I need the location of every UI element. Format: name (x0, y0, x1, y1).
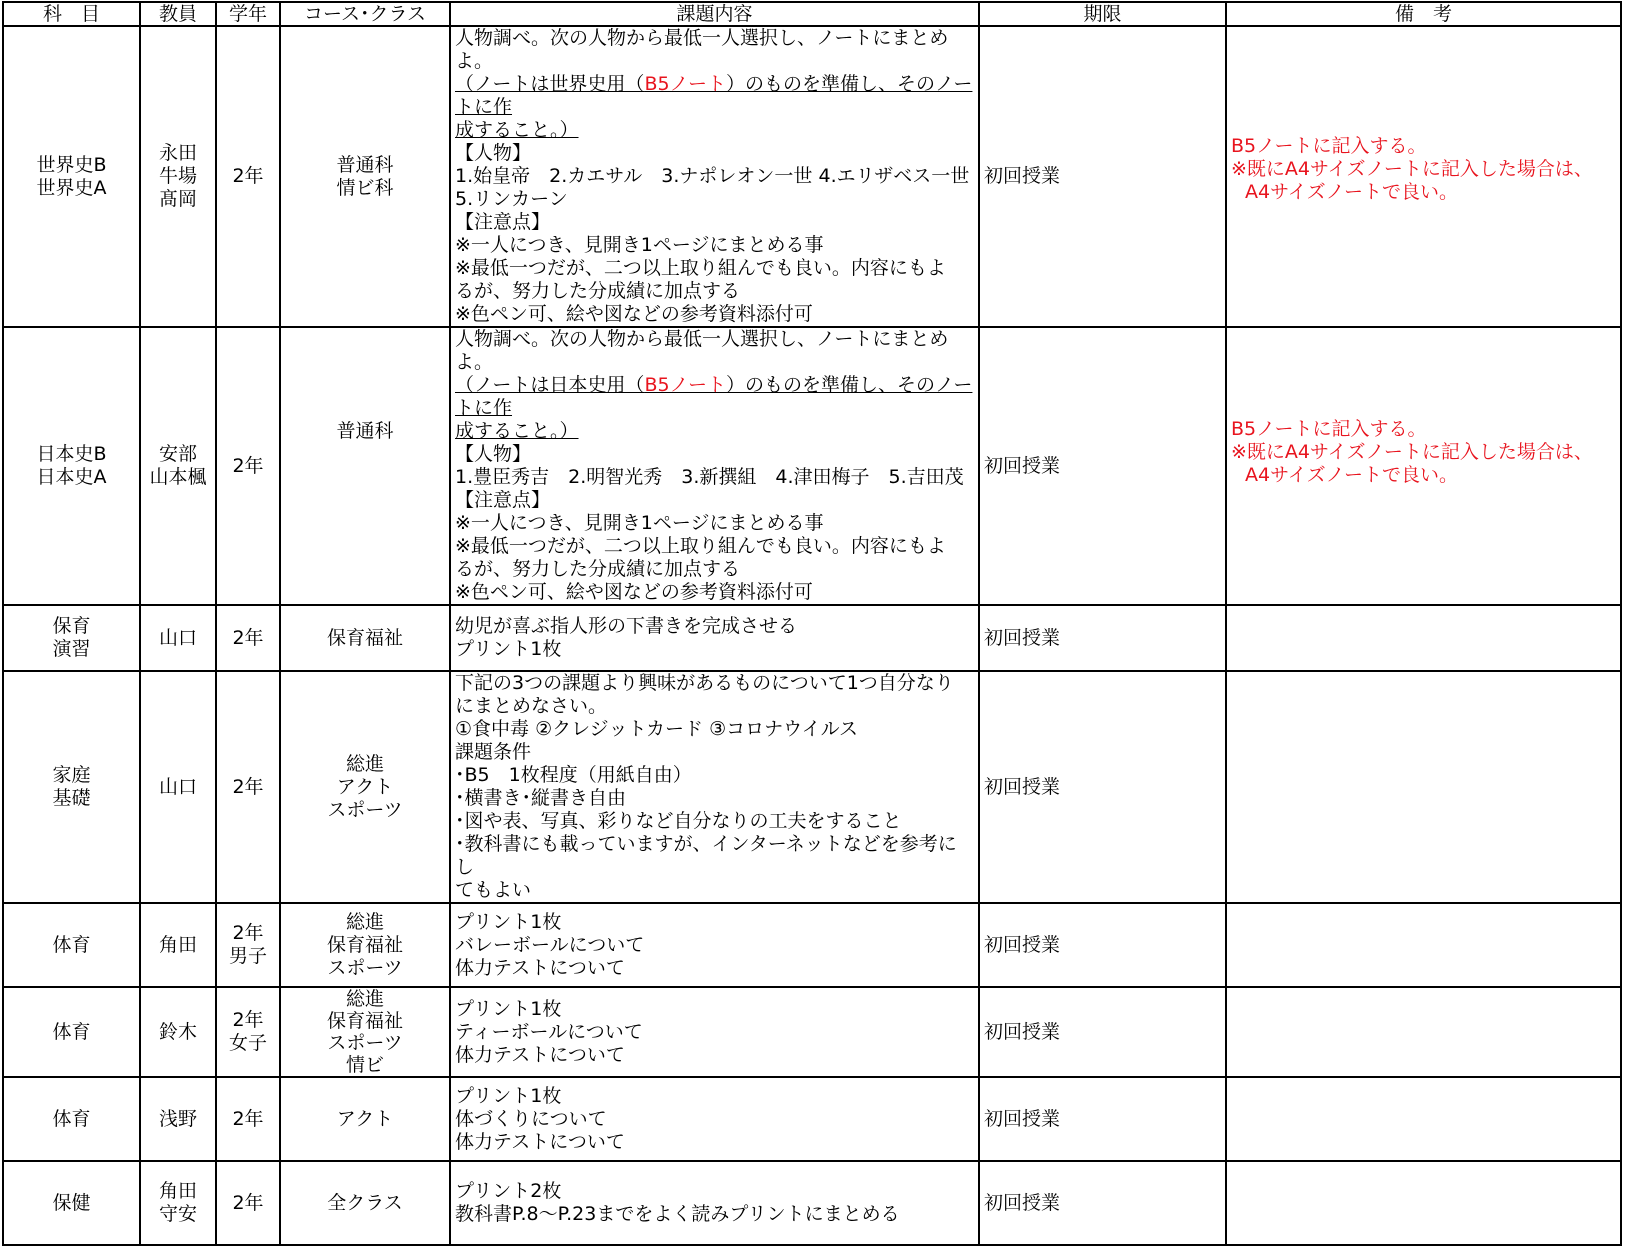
header-row (3, 2, 1621, 26)
cell-teacher: 安部 山本楓 (140, 327, 216, 605)
cell-remarks (1226, 327, 1621, 605)
cell-course: 総進 保育福祉 スポーツ (280, 903, 450, 987)
cell-grade: 2年 (216, 1077, 280, 1161)
cell-remarks (1226, 987, 1621, 1077)
cell-subject: 世界史B 世界史A (3, 26, 140, 327)
task-line-underlined: 成すること。） (455, 420, 579, 442)
cell-course: アクト (280, 1077, 450, 1161)
table-row (3, 903, 1621, 987)
table-row (3, 327, 1621, 605)
task-line: よ。 (455, 50, 494, 72)
cell-teacher: 山口 (140, 671, 216, 903)
task-text: （ノートは日本史用（ (455, 374, 645, 396)
cell-task: プリント1枚 体づくりについて 体力テストについて (450, 1077, 979, 1161)
task-line-underlined: 成すること。） (455, 119, 579, 141)
task-text-red: B5ノート (644, 374, 726, 396)
cell-subject: 体育 (3, 903, 140, 987)
cell-grade: 2年 女子 (216, 987, 280, 1077)
cell-task: 幼児が喜ぶ指人形の下書きを完成させる プリント1枚 (450, 605, 979, 671)
cell-deadline: 初回授業 (979, 987, 1226, 1077)
cell-grade: 2年 (216, 671, 280, 903)
task-text: （ノートは世界史用（ (455, 73, 645, 95)
table-row (3, 1161, 1621, 1245)
cell-subject: 保育 演習 (3, 605, 140, 671)
task-line: 5.リンカーン (455, 188, 568, 210)
cell-deadline: 初回授業 (979, 671, 1226, 903)
cell-task (450, 26, 979, 327)
cell-teacher: 山口 (140, 605, 216, 671)
header-grade: 学年 (216, 2, 280, 26)
table-row (3, 987, 1621, 1077)
remark-line: A4サイズノートで良い。 (1245, 181, 1458, 203)
task-line: ※色ペン可、絵や図などの参考資料添付可 (455, 581, 813, 603)
remark-line: B5ノートに記入する。 (1231, 418, 1427, 440)
header-subject: 科 目 (3, 2, 140, 26)
task-text: ）のものを準備し、そのノートに作 (455, 73, 973, 118)
task-line: ※色ペン可、絵や図などの参考資料添付可 (455, 303, 813, 325)
cell-remarks (1226, 26, 1621, 327)
cell-teacher: 角田 (140, 903, 216, 987)
header-teacher: 教員 (140, 2, 216, 26)
remark-line: ※既にA4サイズノートに記入した場合は、 (1231, 158, 1593, 180)
task-line: 【人物】 (455, 443, 532, 465)
cell-grade: 2年 (216, 1161, 280, 1245)
cell-course: 総進 保育福祉 スポーツ 情ビ (280, 987, 450, 1077)
task-line: 人物調べ。次の人物から最低一人選択し、ノートにまとめ (455, 27, 949, 49)
cell-task: プリント1枚 ティーボールについて 体力テストについて (450, 987, 979, 1077)
table-row (3, 671, 1621, 903)
cell-deadline: 初回授業 (979, 327, 1226, 605)
task-text: ）のものを準備し、そのノートに作 (455, 374, 973, 419)
task-line: ※一人につき、見開き1ページにまとめる事 (455, 234, 824, 256)
table-row (3, 26, 1621, 327)
cell-course: 普通科 (280, 327, 450, 605)
header-deadline: 期限 (979, 2, 1226, 26)
task-line: 人物調べ。次の人物から最低一人選択し、ノートにまとめ (455, 328, 949, 350)
task-line-underlined (455, 73, 974, 119)
cell-subject: 保健 (3, 1161, 140, 1245)
header-remarks: 備 考 (1226, 2, 1621, 26)
table-row (3, 1077, 1621, 1161)
task-line: よ。 (455, 351, 494, 373)
task-line: ※最低一つだが、二つ以上取り組んでも良い。内容にもよ (455, 257, 946, 279)
cell-remarks (1226, 1161, 1621, 1245)
cell-task (450, 327, 979, 605)
assignment-table (2, 1, 1622, 1246)
task-line: るが、努力した分成績に加点する (455, 558, 741, 580)
cell-remarks (1226, 671, 1621, 903)
cell-deadline: 初回授業 (979, 1161, 1226, 1245)
assignment-sheet (2, 1, 1620, 1225)
cell-deadline: 初回授業 (979, 26, 1226, 327)
cell-task: プリント2枚 教科書P.8～P.23までをよく読みプリントにまとめる (450, 1161, 979, 1245)
cell-remarks (1226, 903, 1621, 987)
cell-subject: 体育 (3, 1077, 140, 1161)
cell-teacher: 浅野 (140, 1077, 216, 1161)
task-line: るが、努力した分成績に加点する (455, 280, 741, 302)
remark-line: ※既にA4サイズノートに記入した場合は、 (1231, 441, 1593, 463)
header-course: コース･クラス (280, 2, 450, 26)
task-text-red: B5ノート (644, 73, 726, 95)
cell-course: 普通科 情ビ科 (280, 26, 450, 327)
cell-subject: 家庭 基礎 (3, 671, 140, 903)
cell-teacher: 角田 守安 (140, 1161, 216, 1245)
cell-task: 下記の3つの課題より興味があるものについて1つ自分なり にまとめなさい。 ①食中毒 ②クレジットカード ③コロナウイルス 課題条件 ･B5 1枚程度（用紙自由） ･横書き･縦書き自由 ･図や表、写真、彩りなど自分なりの工夫をすること ･教科書にも載っていますが、インターネットなどを参考にし てもよい (450, 671, 979, 903)
cell-deadline: 初回授業 (979, 903, 1226, 987)
task-line: 【注意点】 (455, 211, 551, 233)
task-line: 1.始皇帝 2.カエサル 3.ナポレオン一世 4.エリザベス一世 (455, 165, 970, 187)
task-line-underlined (455, 374, 974, 420)
task-line: ※一人につき、見開き1ページにまとめる事 (455, 512, 824, 534)
cell-remarks (1226, 605, 1621, 671)
task-line: ※最低一つだが、二つ以上取り組んでも良い。内容にもよ (455, 535, 946, 557)
cell-teacher: 鈴木 (140, 987, 216, 1077)
cell-deadline: 初回授業 (979, 605, 1226, 671)
cell-task: プリント1枚 バレーボールについて 体力テストについて (450, 903, 979, 987)
cell-grade: 2年 男子 (216, 903, 280, 987)
remark-line: A4サイズノートで良い。 (1245, 464, 1458, 486)
cell-grade: 2年 (216, 26, 280, 327)
cell-course: 総進 アクト スポーツ (280, 671, 450, 903)
cell-remarks (1226, 1077, 1621, 1161)
task-line: 1.豊臣秀吉 2.明智光秀 3.新撰組 4.津田梅子 5.吉田茂 (455, 466, 964, 488)
task-line: 【人物】 (455, 142, 532, 164)
cell-course: 保育福祉 (280, 605, 450, 671)
cell-deadline: 初回授業 (979, 1077, 1226, 1161)
header-task: 課題内容 (450, 2, 979, 26)
cell-teacher: 永田 牛場 髙岡 (140, 26, 216, 327)
cell-grade: 2年 (216, 605, 280, 671)
cell-course: 全クラス (280, 1161, 450, 1245)
cell-subject: 日本史B 日本史A (3, 327, 140, 605)
table-row (3, 605, 1621, 671)
cell-grade: 2年 (216, 327, 280, 605)
cell-subject: 体育 (3, 987, 140, 1077)
task-line: 【注意点】 (455, 489, 551, 511)
remark-line: B5ノートに記入する。 (1231, 135, 1427, 157)
